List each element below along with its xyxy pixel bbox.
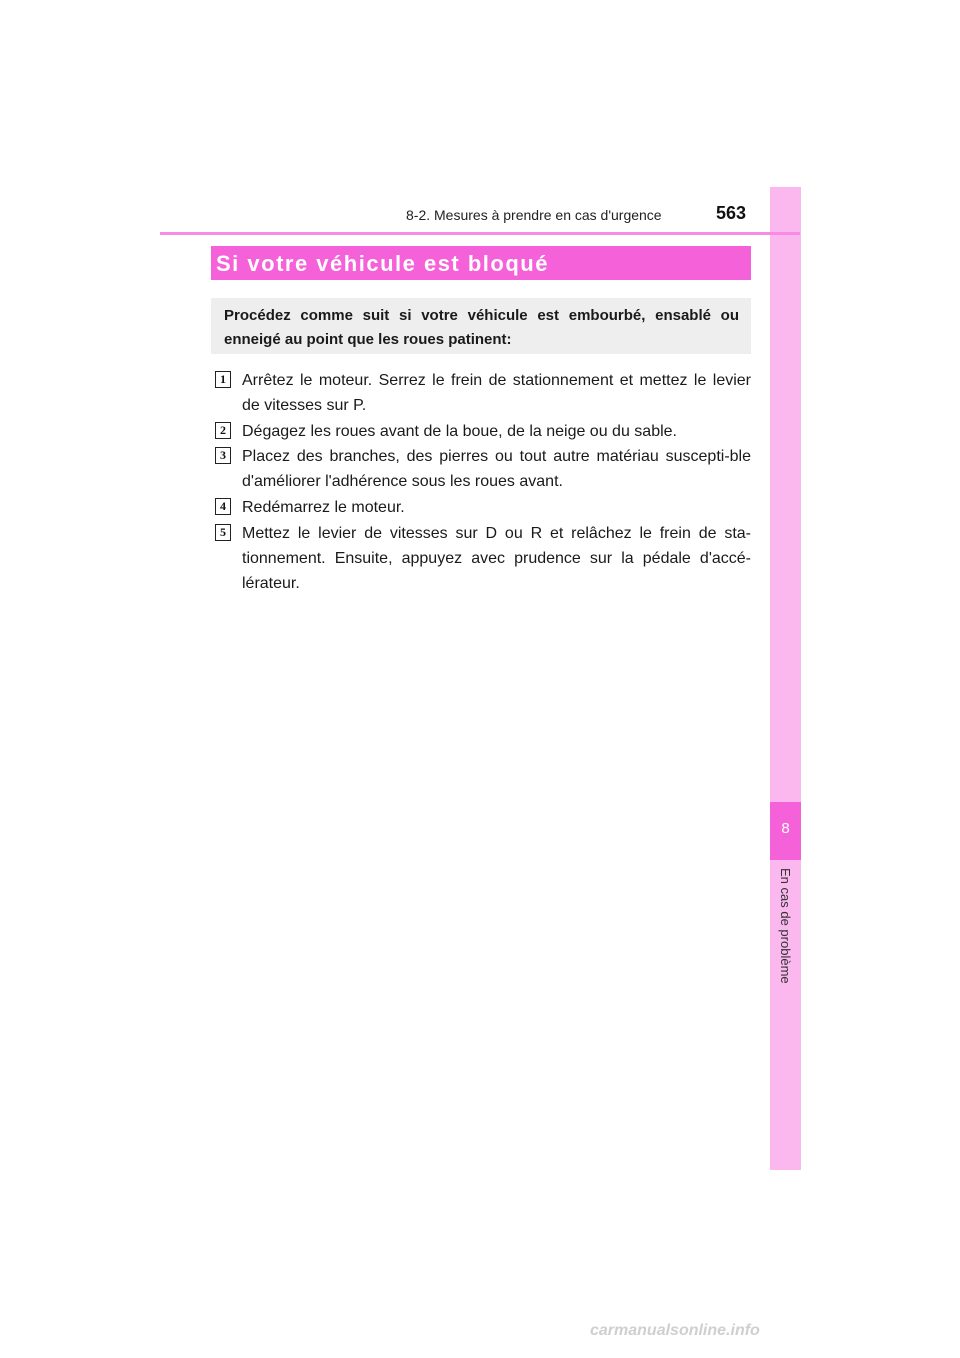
step-text: Arrêtez le moteur. Serrez le frein de stationnement et mettez le levier de vitesses sur P. [242,372,751,414]
chapter-label: En cas de problème [778,868,793,984]
section-header: 8-2. Mesures à prendre en cas d'urgence [406,207,662,223]
chapter-side-tab [770,187,801,1170]
page-number: 563 [716,203,747,223]
step-text: Redémarrez le moteur. [242,499,405,516]
chapter-number: 8 [781,820,790,837]
step-number-badge: 1 [215,371,231,388]
header-rule [160,232,800,235]
footer-watermark: carmanualsonline.info [590,1322,760,1339]
chapter-label-wrap [770,868,801,1008]
step-number-badge: 3 [215,447,231,464]
step-number-badge: 5 [215,524,231,541]
step-text: Placez des branches, des pierres ou tout autre matériau suscepti-ble d'améliorer l'adhérence sous les roues avant. [242,448,751,490]
step-text: Dégagez les roues avant de la boue, de la neige ou du sable. [242,423,677,440]
step-text: Mettez le levier de vitesses sur D ou R et relâchez le frein de sta-tionnement. Ensuite, appuyez avec prudence sur la pédale d'accé-lérateur. [242,525,751,592]
page-title: Si votre véhicule est bloqué [216,251,549,276]
step-number-badge: 2 [215,422,231,439]
intro-text: Procédez comme suit si votre véhicule est embourbé, ensablé ou enneigé au point que les roues patinent: [224,307,739,348]
step-number-badge: 4 [215,498,231,515]
